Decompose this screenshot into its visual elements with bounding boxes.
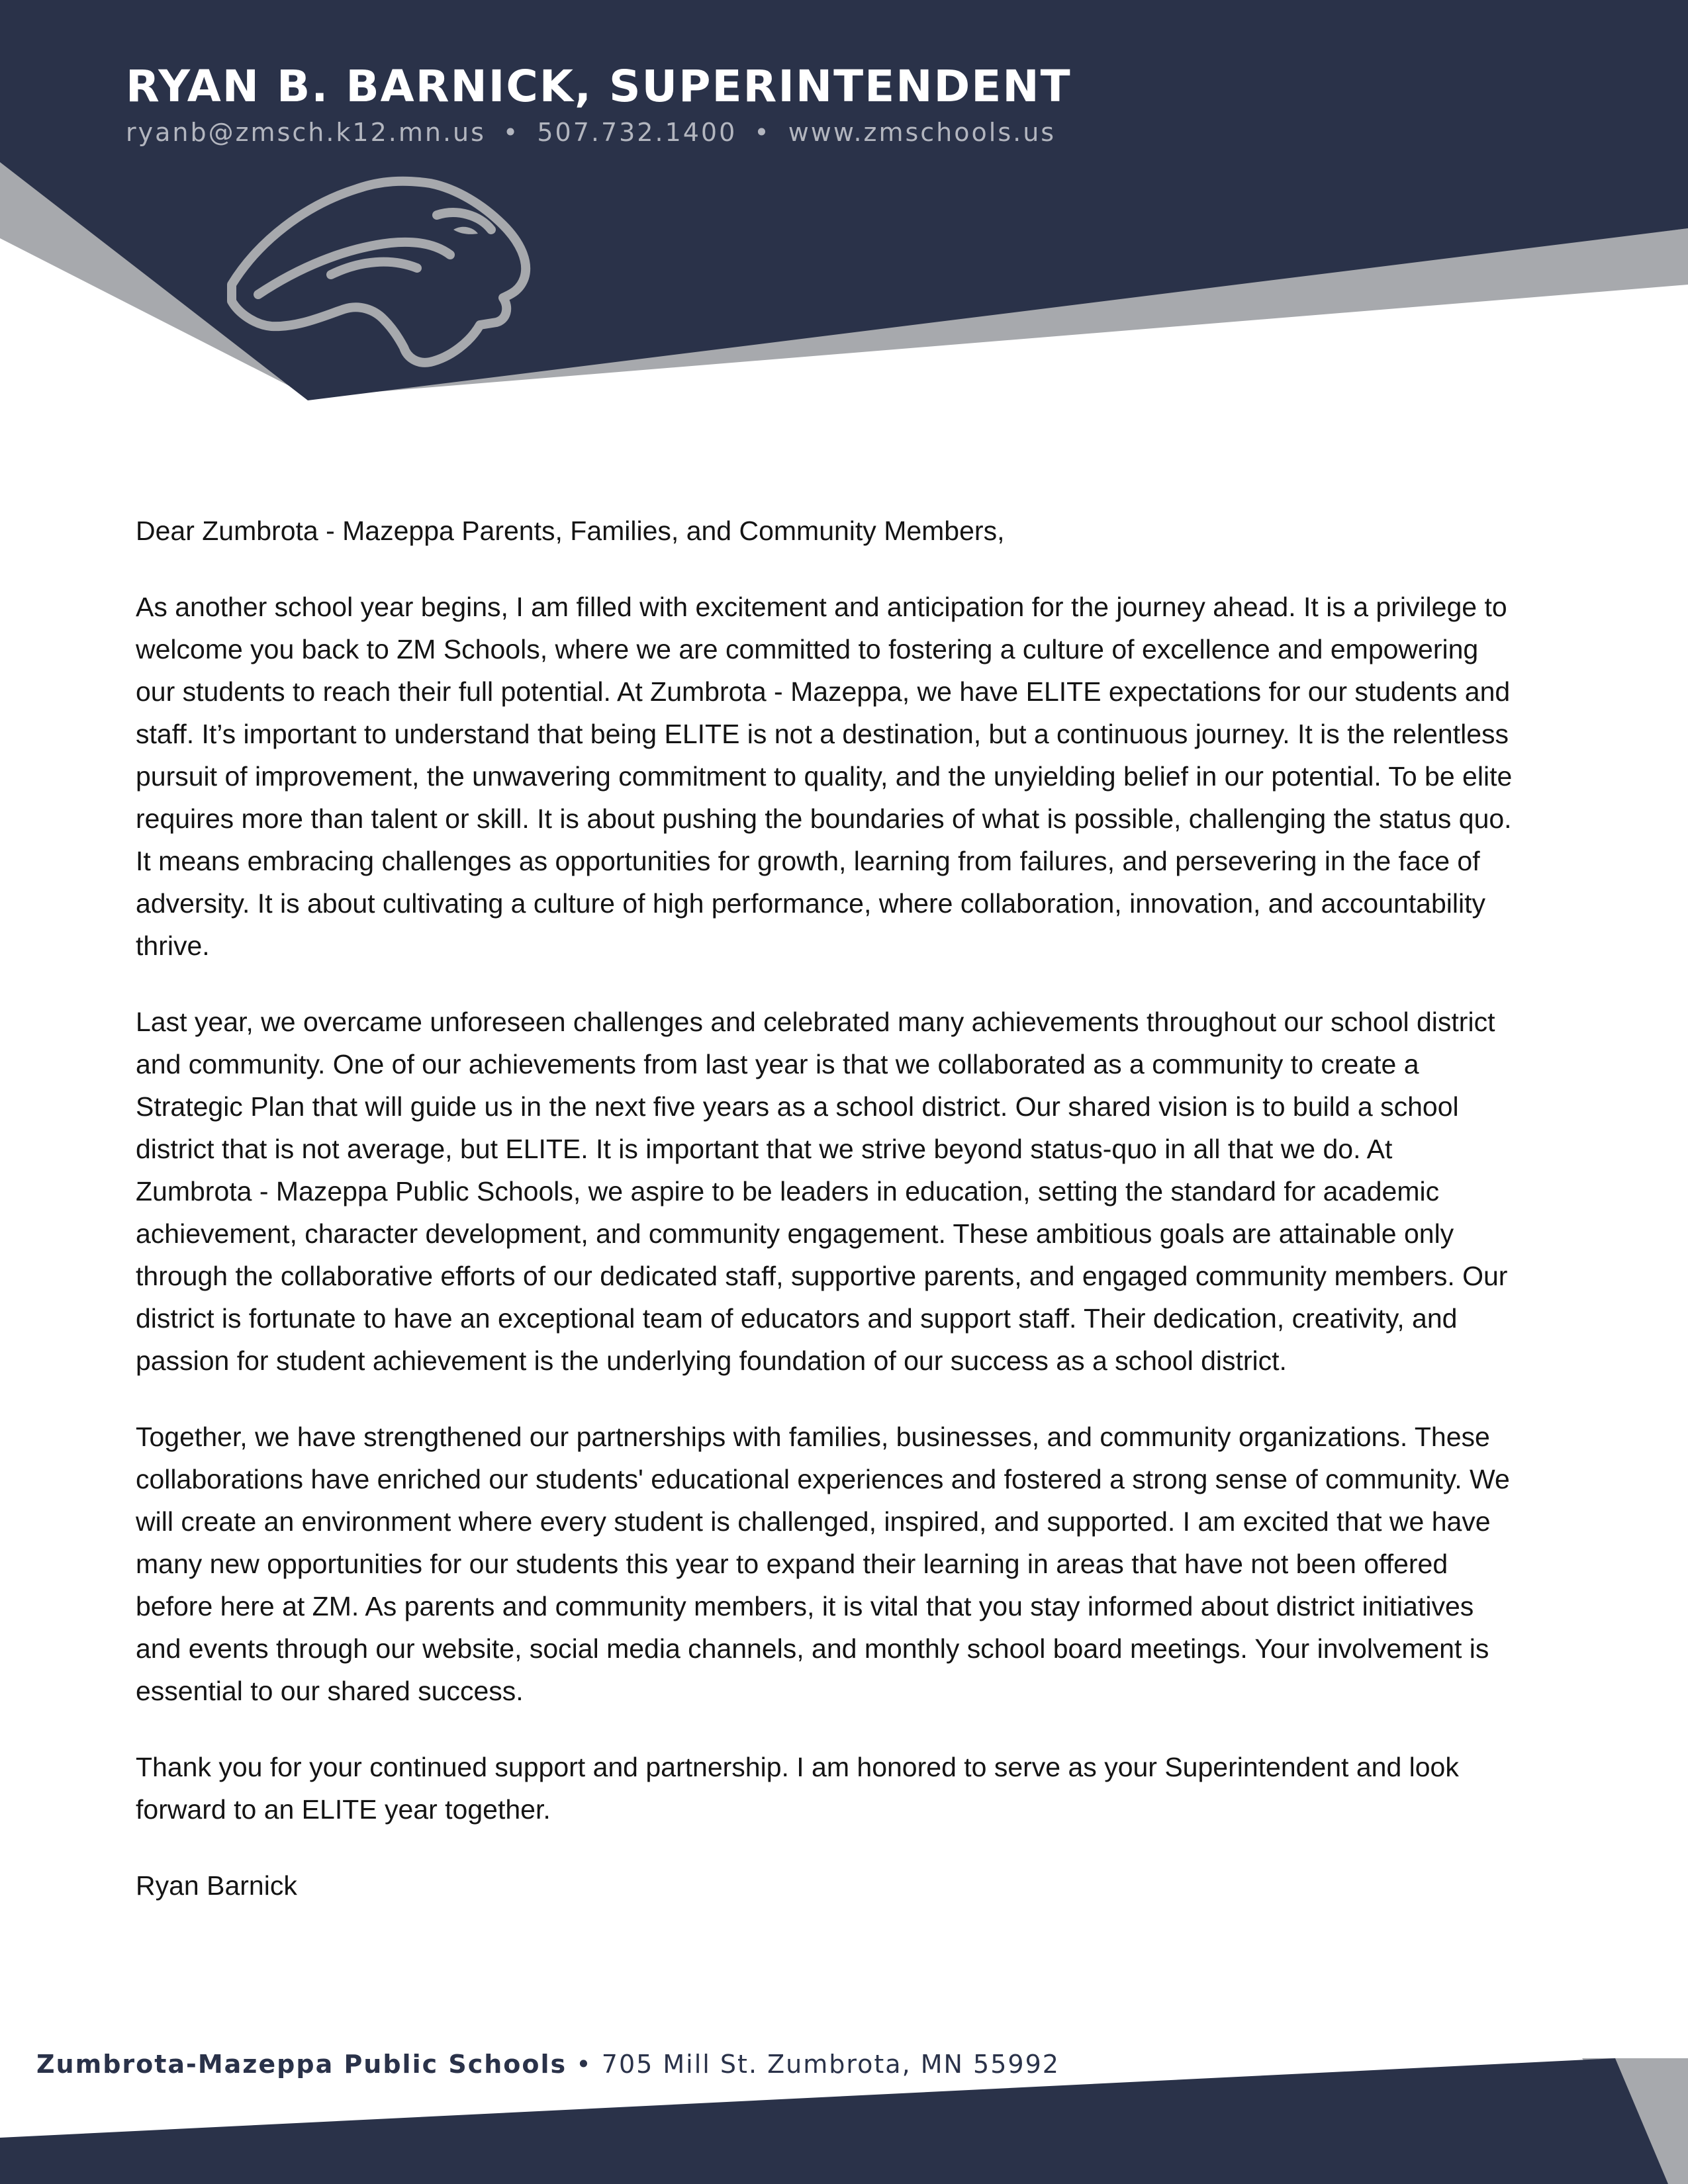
contact-separator: • — [502, 118, 520, 147]
school-district-name: Zumbrota-Mazeppa Public Schools — [36, 2050, 567, 2079]
panther-head-icon — [218, 169, 536, 367]
letter-paragraph: As another school year begins, I am filled with excitement and anticipation for the journey ahead. It is a privilege to welcome you back to ZM Schools, where we are committed to fostering a culture of excellence and empowering our students to reach their full potential. At Zumbrota - Mazeppa, we have ELITE expectations for our students and staff. It’s important to understand that being ELITE is not a destination, but a continuous journey. It is the relentless pursuit of improvement, the unwavering commitment to quality, and the unyielding belief in our potential. To be elite requires more than talent or skill. It is about pushing the boundaries of what is possible, challenging the status quo. It means embracing challenges as opportunities for growth, learning from failures, and persevering in the face of adversity. It is about cultivating a culture of high performance, where collaboration, innovation, and accountability thrive. — [136, 592, 1513, 961]
contact-separator: • — [754, 118, 771, 147]
phone-number: 507.732.1400 — [537, 118, 737, 147]
signature: Ryan Barnick — [136, 1870, 297, 1901]
superintendent-title: RYAN B. BARNICK, SUPERINTENDENT — [126, 61, 1072, 112]
contact-line — [126, 118, 1056, 147]
email-link[interactable]: ryanb@zmsch.k12.mn.us — [126, 118, 486, 147]
letter-body — [136, 510, 1513, 1940]
footer-separator: • — [576, 2050, 592, 2079]
letter-paragraph: Together, we have strengthened our partnerships with families, businesses, and community organizations. These collaborations have enriched our students' educational experiences and fostered a strong sense of community. We will create an environment where every student is challenged, inspired, and supported. I am excited that we have many new opportunities for our students this year to expand their learning in areas that have not been offered before here at ZM. As parents and community members, it is vital that you stay informed about district initiatives and events through our website, social media channels, and monthly school board meetings. Your involvement is essential to our shared success. — [136, 1422, 1510, 1706]
website-link[interactable]: www.zmschools.us — [788, 118, 1056, 147]
salutation: Dear Zumbrota - Mazeppa Parents, Families, and Community Members, — [136, 516, 1005, 546]
street-address: 705 Mill St. Zumbrota, MN 55992 — [601, 2050, 1060, 2079]
letter-paragraph: Thank you for your continued support and partnership. I am honored to serve as your Superintendent and look forward to an ELITE year together. — [136, 1752, 1459, 1825]
footer-address-line — [36, 2050, 1060, 2079]
letter-paragraph: Last year, we overcame unforeseen challenges and celebrated many achievements throughout our school district and community. One of our achievements from last year is that we collaborated as a community to create a Strategic Plan that will guide us in the next five years as a school district. Our shared vision is to build a school district that is not average, but ELITE. It is important that we strive beyond status-quo in all that we do. At Zumbrota - Mazeppa Public Schools, we aspire to be leaders in education, setting the standard for academic achievement, character development, and community engagement. These ambitious goals are attainable only through the collaborative efforts of our dedicated staff, supportive parents, and engaged community members. Our district is fortunate to have an exceptional team of educators and support staff. Their dedication, creativity, and passion for student achievement is the underlying foundation of our success as a school district. — [136, 1007, 1508, 1376]
